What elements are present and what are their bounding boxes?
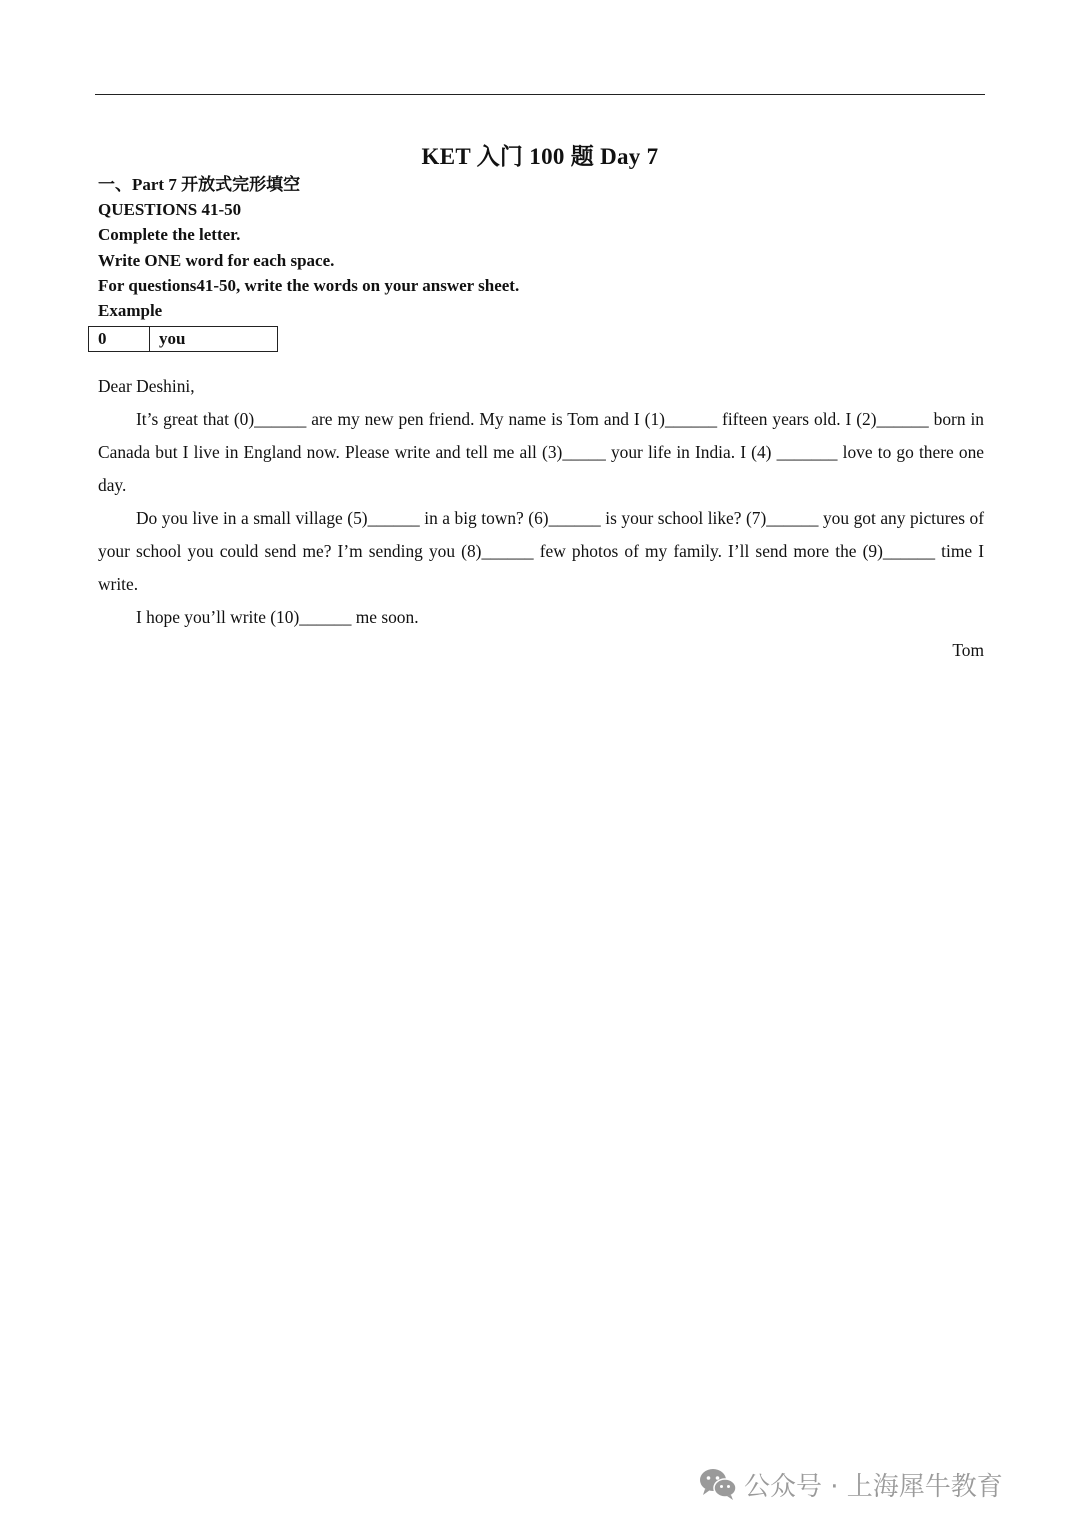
wechat-icon bbox=[698, 1467, 738, 1501]
letter-signature: Tom bbox=[952, 640, 984, 660]
watermark bbox=[698, 1464, 1003, 1504]
example-word: you bbox=[159, 329, 186, 348]
letter-body bbox=[98, 370, 984, 667]
example-table bbox=[88, 326, 278, 352]
section-heading: 一、Part 7 开放式完形填空 bbox=[98, 175, 301, 194]
letter-paragraph: I hope you’ll write (10)______ me soon. bbox=[136, 607, 419, 627]
example-label: Example bbox=[98, 300, 163, 320]
letter-paragraph: It’s great that (0)______ are my new pen friend. My name is Tom and I (1)______ fifteen years old. I (2)______ born in Canada but I live in England now. Please write and tell me all (3)_____ your life in India. I (4) _______ love to go there one day. bbox=[98, 409, 984, 495]
letter-paragraph: Do you live in a small village (5)______ in a big town? (6)______ is your school like? (7)______ you got any pictures of your school you could send me? I’m sending you (8)______ few photos of my family. I’ll send more the (9)______ time I write. bbox=[98, 508, 984, 594]
header-rule bbox=[95, 94, 985, 95]
questions-range: QUESTIONS 41-50 bbox=[98, 200, 242, 220]
instruction-line: Write ONE word for each space. bbox=[98, 250, 335, 270]
letter-greeting: Dear Deshini, bbox=[98, 376, 195, 396]
instruction-line: Complete the letter. bbox=[98, 225, 241, 245]
page-title: KET 入门 100 题 Day 7 bbox=[421, 144, 659, 169]
example-number: 0 bbox=[89, 327, 150, 351]
instruction-line: For questions41-50, write the words on your answer sheet. bbox=[98, 275, 520, 295]
watermark-text: 公众号 · 上海犀牛教育 bbox=[744, 1471, 1003, 1502]
instructions bbox=[98, 172, 519, 323]
